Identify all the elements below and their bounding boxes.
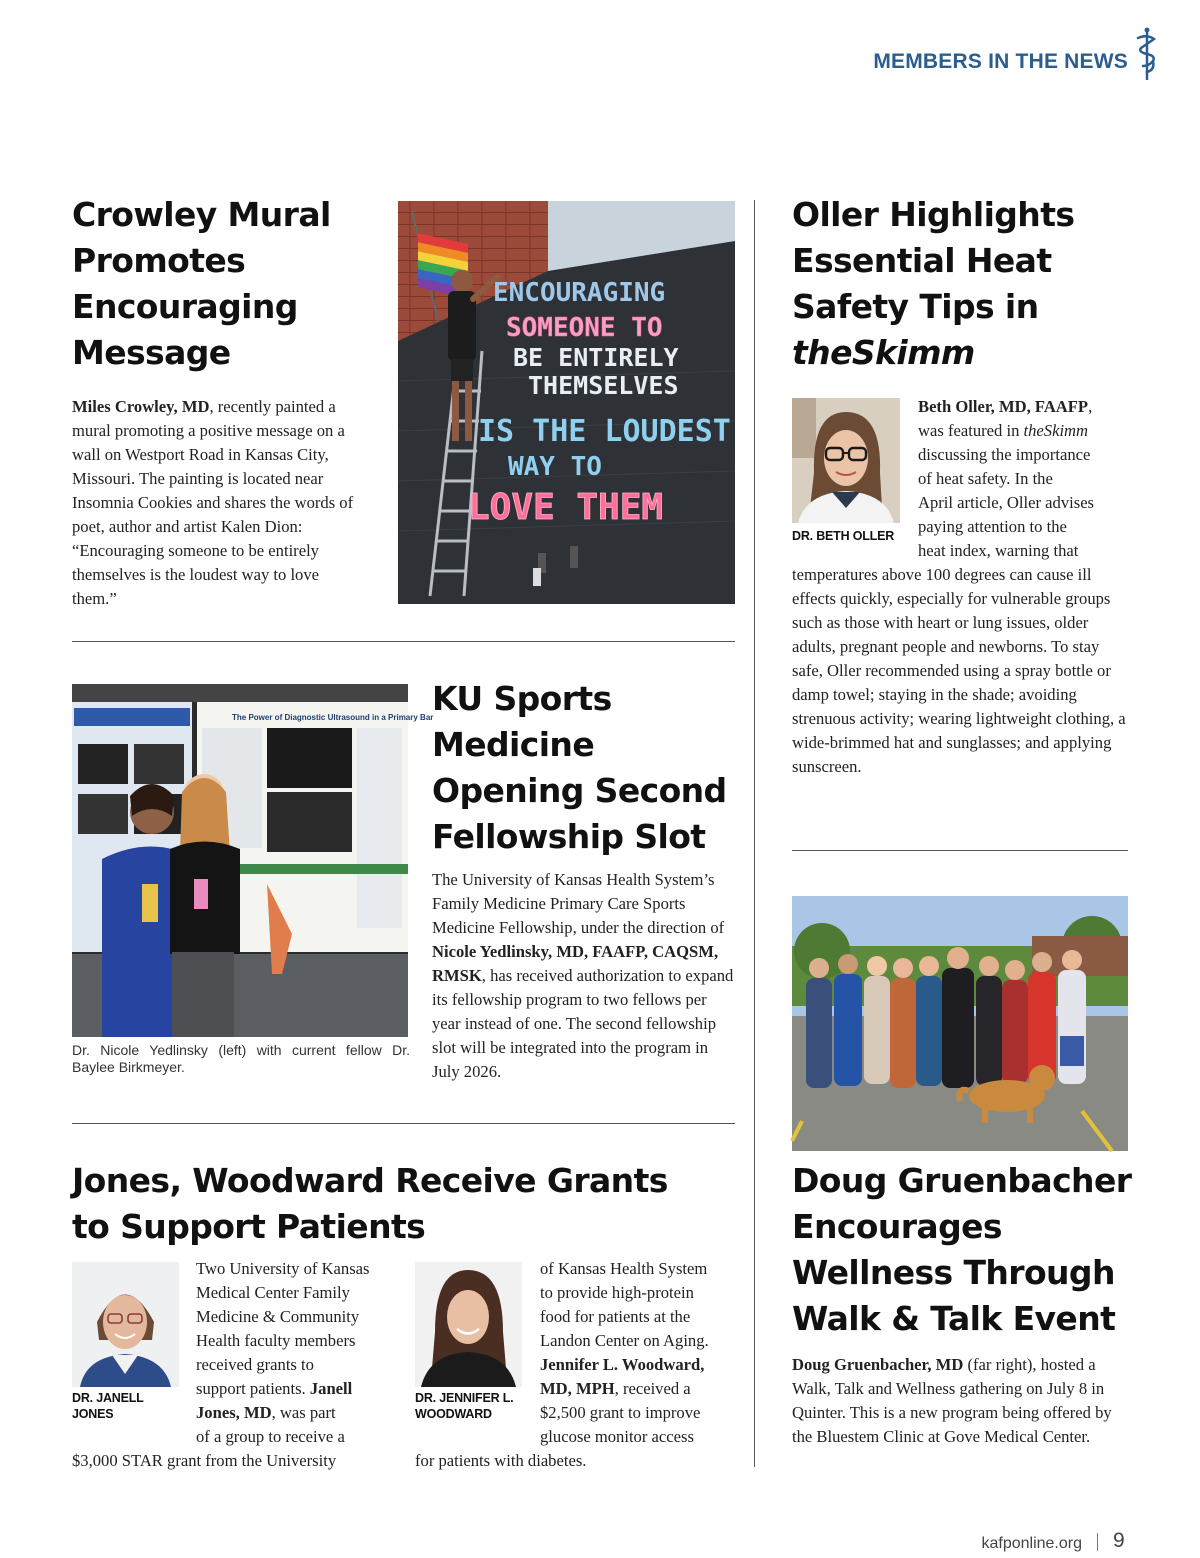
walk-group-photo [792, 896, 1128, 1151]
mural-photo [398, 201, 735, 604]
woodward-photo [415, 1262, 522, 1387]
woodward-caption: DR. JENNIFER L. WOODWARD [415, 1391, 514, 1421]
grants-col2-last: for patients with diabetes. [415, 1451, 587, 1470]
svg-text:WAY TO: WAY TO [508, 452, 602, 482]
svg-text:ENCOURAGING: ENCOURAGING [493, 278, 666, 308]
woodward-name-a: Jennifer L. Woodward, [540, 1355, 705, 1374]
caduceus-icon [1134, 26, 1160, 82]
oller-wrap-text: Beth Oller, MD, FAAFP, was featured in theSkimm discussing the importance of heat safety. In the April article, Oller advises paying attention to the heat index, warning that [918, 397, 1095, 560]
grants-col1-body: Two University of Kansas Medical Center Family Medicine & Community Health faculty members received grants to support patients. Janell Jones, MD, was part of a group to receive a [196, 1259, 370, 1446]
svg-text:SOMEONE TO: SOMEONE TO [506, 313, 663, 343]
oller-photo [792, 398, 900, 523]
divider-3 [792, 850, 1128, 851]
oller-portrait [792, 398, 900, 523]
svg-text:IS THE LOUDEST: IS THE LOUDEST [478, 414, 731, 449]
footer-divider [1097, 1533, 1098, 1551]
gruenbacher-title: Doug Gruenbacher Encourages Wellness Through Walk & Talk Event [792, 1161, 1132, 1338]
jones-name-b: Jones, MD [196, 1403, 272, 1422]
jones-name-a: Janell [309, 1379, 353, 1398]
yedlinsky-name: Nicole Yedlinsky, MD, FAAFP, CAQSM, RMSK [432, 942, 719, 985]
grants-col2-body: of Kansas Health System to provide high-protein food for patients at the Landon Center on Aging. Jennifer L. Woodward, MD, MPH, received a $2,500 grant to improve glucose monitor access [540, 1259, 709, 1446]
jones-portrait [72, 1262, 179, 1387]
grants-col1-last: $3,000 STAR grant from the University [72, 1451, 337, 1470]
woodward-name-b: MD, MPH [540, 1379, 615, 1398]
theskimm-title: theSkimm [792, 333, 975, 372]
woodward-portrait [415, 1262, 522, 1387]
oller-caption: DR. BETH OLLER [792, 529, 895, 543]
svg-text:THEMSELVES: THEMSELVES [528, 371, 679, 400]
page-number: 9 [1113, 1529, 1125, 1552]
grants-title: Jones, Woodward Receive Grants to Support Patients [72, 1161, 668, 1246]
oller-title: Oller Highlights Essential Heat Safety Tips in theSkimm [792, 195, 1075, 372]
svg-text:BE ENTIRELY: BE ENTIRELY [513, 343, 679, 372]
gruenbacher-name: Doug Gruenbacher, MD [792, 1355, 964, 1374]
poster-illustration [72, 684, 434, 1037]
crowley-title: Crowley Mural Promotes Encouraging Message [72, 195, 331, 372]
jones-photo [72, 1262, 179, 1387]
divider-1 [72, 641, 735, 642]
walk-group-illustration [792, 896, 1128, 1151]
column-divider [754, 200, 755, 1467]
crowley-body: Miles Crowley, MD, recently painted a mural promoting a positive message on a wall on Westport Road in Kansas City, Missouri. The painting is located near Insomnia Cookies and shares the words of poet, author and artist Kalen Dion: “Encouraging someone to be entirely themselves is the loudest way to love them.” [72, 397, 354, 608]
mural-illustration [398, 201, 735, 604]
footer-url[interactable]: kafponline.org [981, 1535, 1082, 1552]
svg-text:LOVE THEM: LOVE THEM [468, 487, 664, 528]
gruenbacher-body: Doug Gruenbacher, MD (far right), hosted a Walk, Talk and Wellness gathering on July 8 in Quinter. This is a new program being offered by the Bluestem Clinic at Gove Medical Center. [792, 1355, 1112, 1446]
ku-body: The University of Kansas Health System’s Family Medicine Primary Care Sports Medicine Fellowship, under the direction of Nicole Yedlinsky, MD, FAAFP, CAQSM, RMSK, has received authorization to expand its fellowship program to two fellows per year instead of one. The second fellowship slot will be integrated into the program in July 2026. [432, 870, 734, 1081]
poster-photo [72, 684, 434, 1037]
divider-2 [72, 1123, 735, 1124]
crowley-name: Miles Crowley, MD [72, 397, 210, 416]
section-label: MEMBERS IN THE NEWS [873, 50, 1128, 73]
oller-name: Beth Oller, MD, FAAFP [918, 397, 1089, 416]
oller-body: temperatures above 100 degrees can cause ill effects quickly, especially for vulnerable groups such as those with heart or lung issues, older adults, pregnant people and newborns. To stay safe, Oller recommended using a spray bottle or damp towel; staying in the shade; avoiding strenuous activity; wearing lightweight clothing, a wide-brimmed hat and sunglasses; and applying sunscreen. [792, 565, 1126, 776]
jones-caption: DR. JANELL JONES [72, 1391, 144, 1421]
svg-text:The Power of Diagnostic Ultras: The Power of Diagnostic Ultrasound in a Primary Bar [232, 713, 434, 722]
ku-title: KU Sports Medicine Opening Second Fellowship Slot [432, 679, 727, 856]
poster-caption: Dr. Nicole Yedlinsky (left) with current fellow Dr. Baylee Birkmeyer. [72, 1042, 410, 1075]
